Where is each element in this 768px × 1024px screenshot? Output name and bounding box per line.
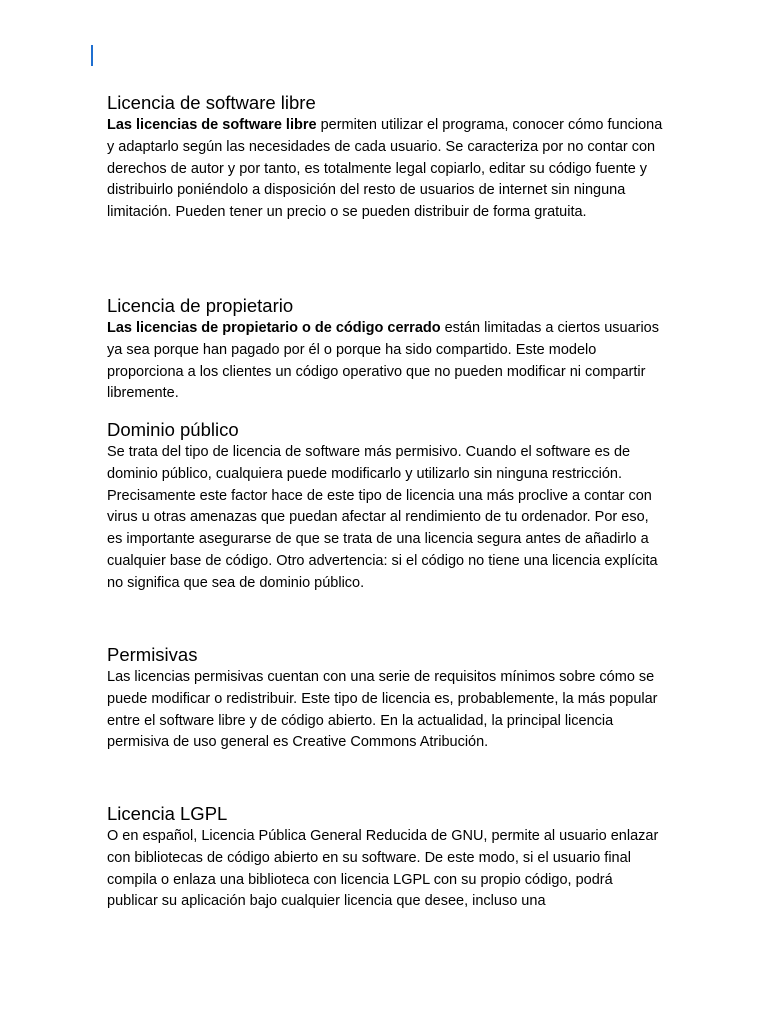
section-software-libre	[107, 91, 667, 224]
heading-propietario: Licencia de propietario	[107, 295, 294, 316]
paragraph-software-libre	[107, 115, 667, 224]
bold-lead-software-libre: Las licencias de software libre	[107, 117, 317, 133]
paragraph-lgpl: O en español, Licencia Pública General Reducida de GNU, permite al usuario enlazar con bibliotecas de código abierto en su software. De este modo, si el usuario final compila o enlaza una biblioteca con licencia LGPL con su propio código, podrá publicar su aplicación bajo cualquier licencia que desee, incluso una	[107, 828, 659, 910]
heading-permisivas: Permisivas	[107, 644, 198, 665]
paragraph-dominio-publico: Se trata del tipo de licencia de software más permisivo. Cuando el software es de dominio público, cualquiera puede modificarlo y utilizarlo sin ninguna restricción. Precisamente este factor hace de este tipo de licencia una más proclive a contar con virus u otras amenazas que puedan afectar al rendimiento de tu ordenador. Por eso, es importante asegurarse de que se trata de una licencia segura antes de añadirlo a cualquier base de código. Otro advertencia: si el código no tiene una licencia explícita no significa que sea de dominio público.	[107, 444, 658, 591]
heading-lgpl: Licencia LGPL	[107, 803, 228, 824]
body-software-libre: permiten utilizar el programa, conocer cómo funciona y adaptarlo según las necesidades de cada usuario. Se caracteriza por no contar con derechos de autor y por tanto, es totalmente legal copiarlo, editar su código fuente y distribuirlo poniéndolo a disposición del resto de usuarios de internet sin ninguna limitación. Pueden tener un precio o se pueden distribuir de forma gratuita.	[107, 117, 663, 221]
bold-lead-propietario: Las licencias de propietario o de código cerrado	[107, 320, 441, 336]
heading-dominio-publico: Dominio público	[107, 419, 239, 440]
heading-software-libre: Licencia de software libre	[107, 92, 316, 113]
section-propietario	[107, 294, 667, 405]
section-lgpl	[107, 802, 667, 913]
section-dominio-publico	[107, 418, 667, 595]
text-cursor	[91, 45, 93, 66]
body-propietario: están limitadas a ciertos usuarios ya sea porque han pagado por él o porque ha sido compartido. Este modelo proporciona a los clientes un código operativo que no pueden modificar ni compartir libremente.	[107, 320, 659, 402]
paragraph-permisivas: Las licencias permisivas cuentan con una serie de requisitos mínimos sobre cómo se puede modificar o redistribuir. Este tipo de licencia es, probablemente, la más popular entre el software libre y de código abierto. En la actualidad, la principal licencia permisiva de uso general es Creative Commons Atribución.	[107, 669, 658, 751]
paragraph-propietario	[107, 318, 667, 405]
section-permisivas	[107, 643, 667, 754]
